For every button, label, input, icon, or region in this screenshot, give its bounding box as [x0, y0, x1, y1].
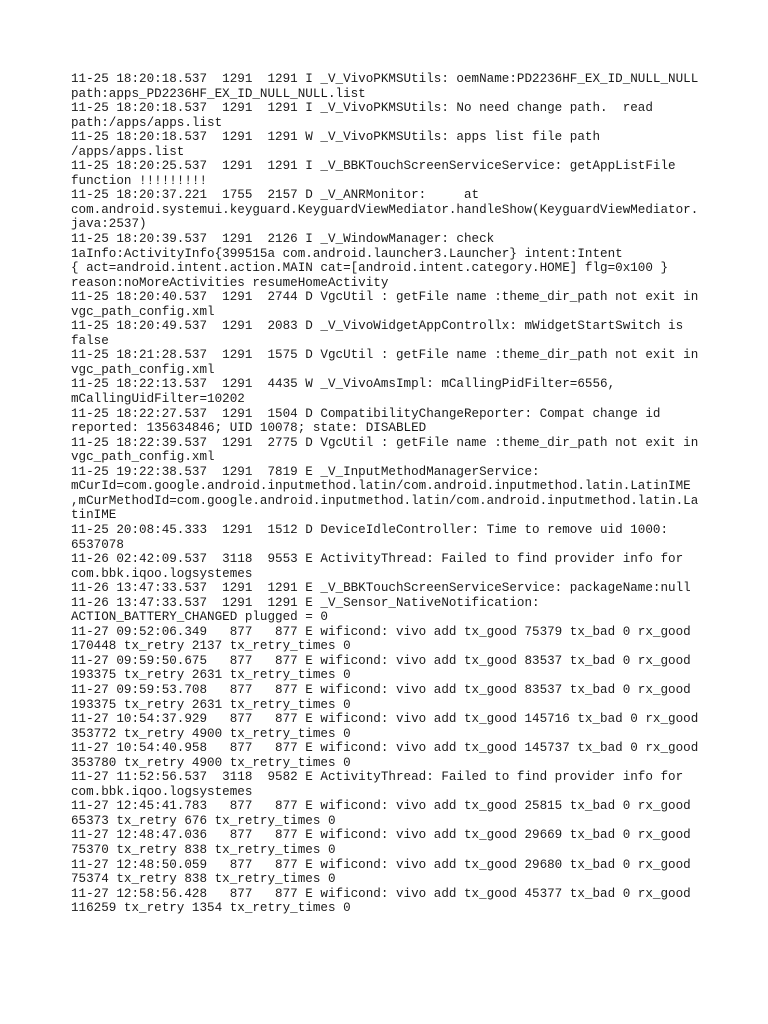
- log-line: 11-27 10:54:40.958 877 877 E wificond: vivo add tx_good 145737 tx_bad 0 rx_good: [71, 741, 699, 756]
- log-line: ACTION_BATTERY_CHANGED plugged = 0: [71, 610, 328, 625]
- log-line: vgc_path_config.xml: [71, 450, 215, 465]
- log-line: 193375 tx_retry 2631 tx_retry_times 0: [71, 697, 351, 712]
- log-line: 11-27 12:48:50.059 877 877 E wificond: vivo add tx_good 29680 tx_bad 0 rx_good: [71, 857, 691, 872]
- log-line: 11-25 18:20:18.537 1291 1291 I _V_VivoPKMSUtils: oemName:PD2236HF_EX_ID_NULL_NULL: [71, 72, 699, 86]
- log-line: mCurId=com.google.android.inputmethod.latin/com.android.inputmethod.latin.LatinIME: [71, 479, 691, 494]
- log-line: vgc_path_config.xml: [71, 362, 215, 377]
- log-line: 11-25 18:22:27.537 1291 1504 D CompatibilityChangeReporter: Compat change id: [71, 406, 661, 421]
- log-line: 11-25 18:20:37.221 1755 2157 D _V_ANRMonitor: at: [71, 188, 480, 203]
- log-line: false: [71, 333, 109, 348]
- log-line: 193375 tx_retry 2631 tx_retry_times 0: [71, 668, 351, 683]
- log-line: 11-27 11:52:56.537 3118 9582 E ActivityThread: Failed to find provider info for: [71, 770, 684, 785]
- log-line: com.bbk.iqoo.logsystemes: [71, 566, 253, 581]
- log-line: 11-27 09:52:06.349 877 877 E wificond: vivo add tx_good 75379 tx_bad 0 rx_good: [71, 624, 691, 639]
- log-line: com.android.systemui.keyguard.KeyguardViewMediator.handleShow(KeyguardViewMediator.: [71, 202, 699, 217]
- log-line: 1aInfo:ActivityInfo{399515a com.android.launcher3.Launcher} intent:Intent: [71, 246, 623, 261]
- log-line: 65373 tx_retry 676 tx_retry_times 0: [71, 813, 336, 828]
- log-line: 75374 tx_retry 838 tx_retry_times 0: [71, 872, 336, 887]
- log-line: 11-25 18:20:25.537 1291 1291 I _V_BBKTouchScreenServiceService: getAppListFile: [71, 159, 676, 174]
- log-line: java:2537): [71, 217, 147, 232]
- log-line: 11-26 02:42:09.537 3118 9553 E ActivityThread: Failed to find provider info for: [71, 552, 684, 567]
- log-line: 11-25 18:20:18.537 1291 1291 W _V_VivoPKMSUtils: apps list file path: [71, 130, 601, 145]
- log-line: 11-25 18:20:18.537 1291 1291 I _V_VivoPKMSUtils: No need change path. read: [71, 101, 653, 116]
- log-line: 11-27 12:48:47.036 877 877 E wificond: vivo add tx_good 29669 tx_bad 0 rx_good: [71, 828, 691, 843]
- log-line: vgc_path_config.xml: [71, 304, 215, 319]
- log-line: /apps/apps.list: [71, 144, 185, 159]
- log-line: function !!!!!!!!!: [71, 173, 208, 188]
- log-line: 11-25 20:08:45.333 1291 1512 D DeviceIdleController: Time to remove uid 1000:: [71, 522, 669, 537]
- log-line: { act=android.intent.action.MAIN cat=[android.intent.category.HOME] flg=0x100 }: [71, 261, 669, 276]
- log-line: 11-27 12:58:56.428 877 877 E wificond: vivo add tx_good 45377 tx_bad 0 rx_good: [71, 886, 691, 901]
- log-line: path:apps_PD2236HF_EX_ID_NULL_NULL.list: [71, 86, 366, 101]
- log-line: 11-25 18:21:28.537 1291 1575 D VgcUtil : getFile name :theme_dir_path not exit in: [71, 348, 699, 363]
- log-line: 170448 tx_retry 2137 tx_retry_times 0: [71, 639, 351, 654]
- log-text-block: [71, 72, 711, 916]
- log-line: 11-27 09:59:53.708 877 877 E wificond: vivo add tx_good 83537 tx_bad 0 rx_good: [71, 682, 691, 697]
- log-line: reported: 135634846; UID 10078; state: DISABLED: [71, 421, 427, 436]
- log-line: reason:noMoreActivities resumeHomeActivity: [71, 275, 389, 290]
- log-line: ,mCurMethodId=com.google.android.inputmethod.latin/com.android.inputmethod.latin.La: [71, 493, 699, 508]
- log-line: 11-27 09:59:50.675 877 877 E wificond: vivo add tx_good 83537 tx_bad 0 rx_good: [71, 653, 691, 668]
- log-line: 11-25 19:22:38.537 1291 7819 E _V_InputMethodManagerService:: [71, 464, 540, 479]
- log-line: mCallingUidFilter=10202: [71, 392, 245, 407]
- log-line: 11-25 18:22:39.537 1291 2775 D VgcUtil : getFile name :theme_dir_path not exit in: [71, 435, 699, 450]
- log-line: 11-25 18:22:13.537 1291 4435 W _V_VivoAmsImpl: mCallingPidFilter=6556,: [71, 377, 616, 392]
- log-line: 11-26 13:47:33.537 1291 1291 E _V_BBKTouchScreenServiceService: packageName:null: [71, 581, 691, 596]
- log-line: 353780 tx_retry 4900 tx_retry_times 0: [71, 755, 351, 770]
- log-line: path:/apps/apps.list: [71, 115, 223, 130]
- log-line: 11-25 18:20:49.537 1291 2083 D _V_VivoWidgetAppControllx: mWidgetStartSwitch is: [71, 319, 684, 334]
- log-line: 75370 tx_retry 838 tx_retry_times 0: [71, 842, 336, 857]
- log-line: 11-26 13:47:33.537 1291 1291 E _V_Sensor_NativeNotification:: [71, 595, 540, 610]
- log-line: 11-25 18:20:39.537 1291 2126 I _V_WindowManager: check: [71, 232, 495, 247]
- log-line: tinIME: [71, 508, 117, 523]
- log-line: 116259 tx_retry 1354 tx_retry_times 0: [71, 901, 351, 916]
- log-line: 353772 tx_retry 4900 tx_retry_times 0: [71, 726, 351, 741]
- log-line: 11-25 18:20:40.537 1291 2744 D VgcUtil : getFile name :theme_dir_path not exit in: [71, 290, 699, 305]
- log-line: 11-27 12:45:41.783 877 877 E wificond: vivo add tx_good 25815 tx_bad 0 rx_good: [71, 799, 691, 814]
- log-line: 6537078: [71, 537, 124, 552]
- log-line: com.bbk.iqoo.logsystemes: [71, 784, 253, 799]
- log-line: 11-27 10:54:37.929 877 877 E wificond: vivo add tx_good 145716 tx_bad 0 rx_good: [71, 712, 699, 727]
